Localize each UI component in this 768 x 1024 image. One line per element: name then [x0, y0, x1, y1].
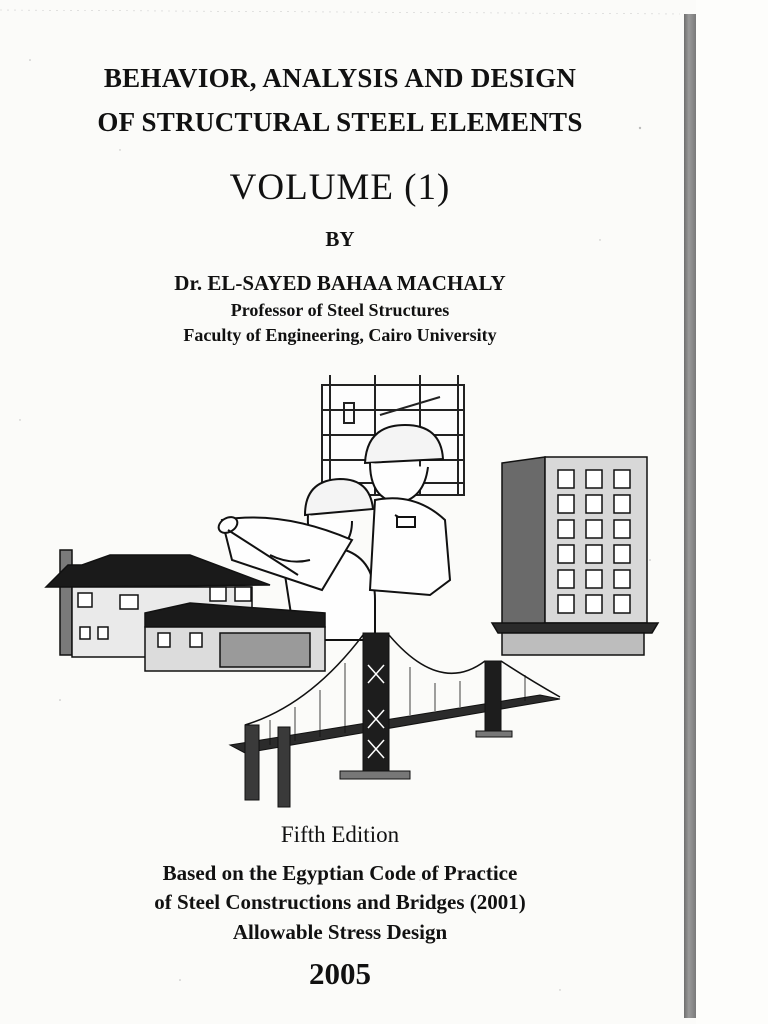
title-line-1: BEHAVIOR, ANALYSIS AND DESIGN	[103, 63, 577, 93]
author-name: Dr. EL-SAYED BAHAA MACHALY	[174, 271, 506, 295]
book-spine-edge	[684, 14, 696, 1018]
author-affiliation: Faculty of Engineering, Cairo University	[183, 325, 497, 345]
basis-line-3: Allowable Stress Design	[232, 920, 448, 944]
adjacent-page-margin	[696, 0, 768, 1024]
edition-label: Fifth Edition	[280, 822, 400, 847]
cover-illustration	[40, 365, 670, 815]
title-line-2: OF STRUCTURAL STEEL ELEMENTS	[97, 107, 583, 137]
by-label: BY	[325, 227, 355, 251]
volume-label: VOLUME (1)	[229, 167, 451, 208]
basis-line-2: of Steel Constructions and Bridges (2001)	[154, 890, 526, 914]
author-role: Professor of Steel Structures	[230, 300, 450, 320]
publication-year: 2005	[309, 956, 371, 991]
basis-line-1: Based on the Egyptian Code of Practice	[162, 861, 518, 885]
high-rise-building	[492, 457, 658, 655]
